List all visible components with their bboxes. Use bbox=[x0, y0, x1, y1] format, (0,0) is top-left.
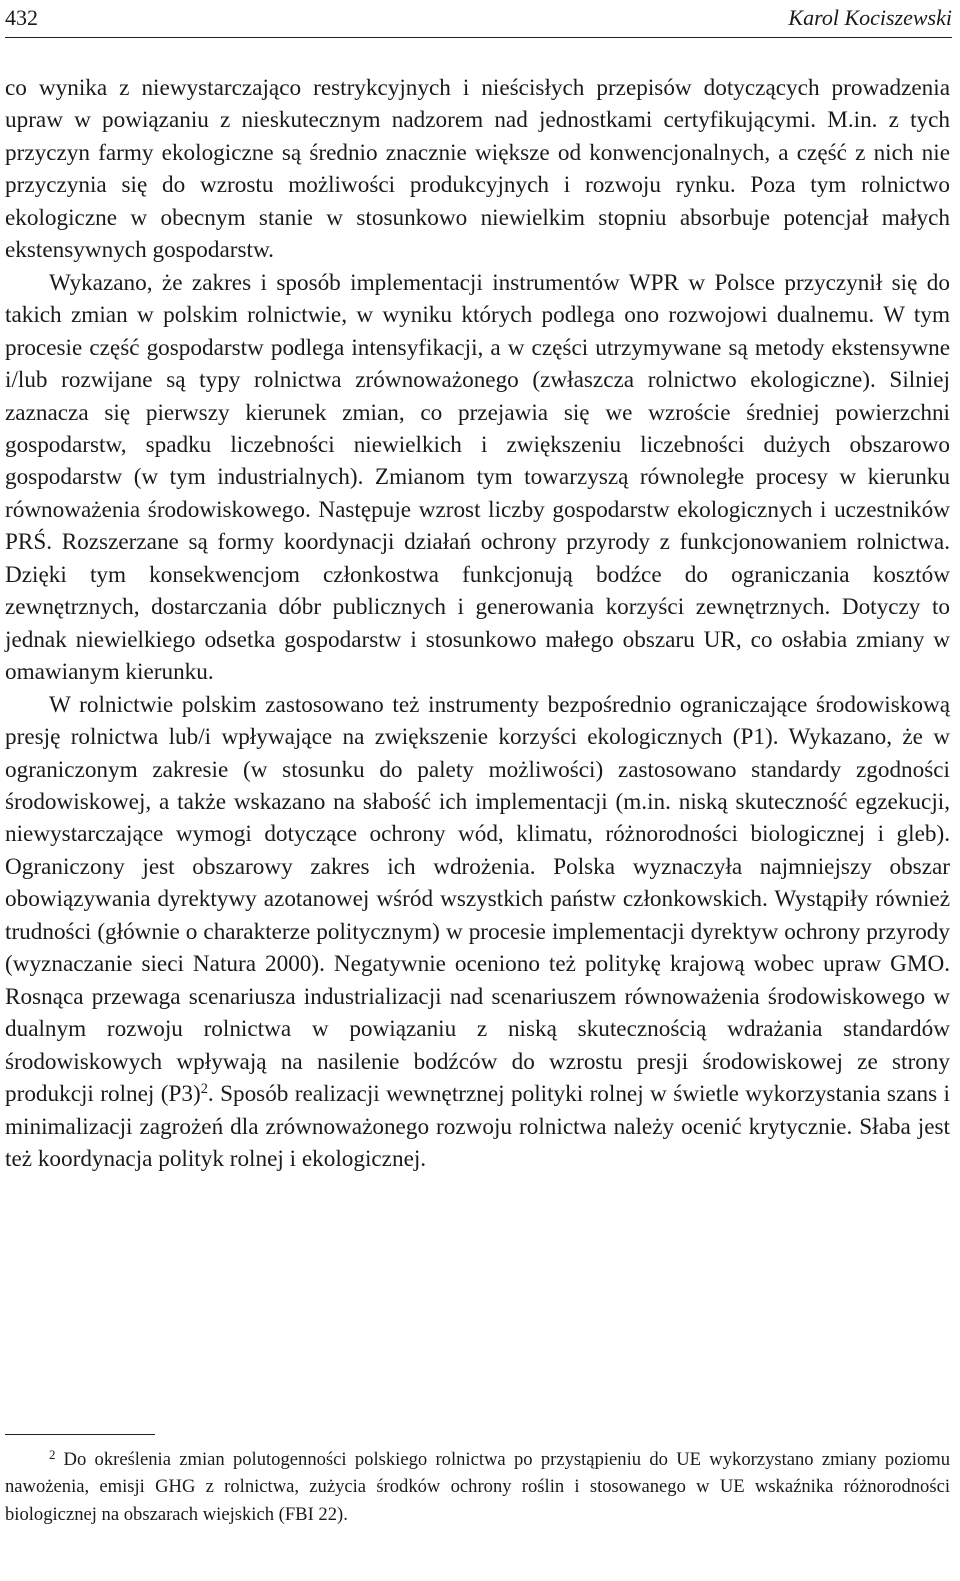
page-header bbox=[5, 0, 952, 36]
footnote-rule bbox=[5, 1434, 155, 1435]
running-head-author: Karol Kociszewski bbox=[788, 5, 952, 30]
footnote bbox=[5, 1446, 950, 1528]
header-rule bbox=[5, 37, 952, 38]
paragraph-environmental-instruments bbox=[5, 689, 950, 1176]
footnote-number: 2 bbox=[49, 1446, 56, 1462]
body-text bbox=[5, 72, 950, 1175]
paragraph-wpr-implementation: Wykazano, że zakres i sposób implementacji instrumentów WPR w Polsce przyczynił się do takich zmian w polskim rolnictwie, w wyniku których podlega ono rozwojowi dualnemu. W tym procesie część gospodarstw podlega intensyfikacji, a w części utrzymywane są metody ekstensywne i/lub rozwijane są typy rolnictwa zrównoważonego (zwłaszcza rolnictwo ekologiczne). Silniej zaznacza się pierwszy kierunek zmian, co przejawia się we wzroście średniej powierzchni gospodarstw, spadku liczebności niewielkich i zwiększeniu liczebności dużych obszarowo gospodarstw (w tym industrialnych). Zmianom tym towarzyszą równoległe procesy w kierunku równoważenia środowiskowego. Następuje wzrost liczby gospodarstw ekologicznych i uczestników PRŚ. Rozszerzane są formy koordynacji działań ochrony przyrody z funkcjonowaniem rolnictwa. Dzięki tym konsekwencjom członkostwa funkcjonują bodźce do ograniczania kosztów zewnętrznych, dostarczania dóbr publicznych i generowania korzyści zewnętrznych. Dotyczy to jednak niewielkiego odsetka gospodarstw i stosunkowo małego obszaru UR, co osłabia zmiany w omawianym kierunku. bbox=[5, 269, 950, 686]
paragraph-text-part-1: W rolnictwie polskim zastosowano też instrumenty bezpośrednio ograniczające środowiskową presję rolnictwa lub/i wpływające na zwiększenie korzyści ekologicznych (P1). Wykazano, że w ograniczonym zakresie (w stosunku do palety możliwości) zastosowano standardy zgodności środowiskowej, a także wskazano na słabość ich implementacji (m.in. niską skuteczność egzekucji, niewystarczające wymogi dotyczące ochrony wód, klimatu, różnorodności biologicznej i gleb). Ograniczony jest obszarowy zakres ich wdrożenia. Polska wyznaczyła najmniejszy obszar obowiązywania dyrektywy azotanowej wśród wszystkich państw członkowskich. Wystąpiły również trudności (głównie o charakterze politycznym) w procesie implementacji dyrektyw ochrony przyrody (wyznaczanie sieci Natura 2000). Negatywnie oceniono też politykę krajową wobec upraw GMO. Rosnąca przewaga scenariusza industrializacji nad scenariuszem równoważenia środowiskowego w dualnym rozwoju rolnictwa w powiązaniu z niską skutecznością wdrażania standardów środowiskowych wpływają na nasilenie bodźców do wzrostu presji środowiskowej ze strony produkcji rolnej (P3) bbox=[5, 691, 950, 1108]
paragraph-continuation: co wynika z niewystarczająco restrykcyjnych i nieścisłych przepisów dotyczących prowadzenia upraw w powiązaniu z nieskutecznym nadzorem nad jednostkami certyfikującymi. M.in. z tych przyczyn farmy ekologiczne są średnio znacznie większe od konwencjonalnych, a część z nich nie przyczynia się do wzrostu możliwości produkcyjnych i rozwoju rynku. Poza tym rolnictwo ekologiczne w obecnym stanie w stosunkowo niewielkim stopniu absorbuje potencjał małych ekstensywnych gospodarstw. bbox=[5, 75, 950, 264]
footnote-text: Do określenia zmian polutogenności polskiego rolnictwa po przystąpieniu do UE wykorzystano zmiany poziomu nawożenia, emisji GHG z rolnictwa, zużycia środków ochrony roślin i stosowanego w UE wskaźnika różnorodności biologicznej na obszarach wiejskich (FBI 22). bbox=[5, 1449, 950, 1525]
footnotes bbox=[5, 1446, 950, 1528]
footnote-reference: 2 bbox=[200, 1081, 208, 1098]
page-number: 432 bbox=[5, 5, 38, 30]
paragraph-text-part-2: . Sposób realizacji wewnętrznej polityki rolnej w świetle wykorzystania szans i minimalizacji zagrożeń dla zrównoważonego rozwoju rolnictwa należy ocenić krytycznie. Słaba jest też koordynacja polityk rolnej i ekologicznej. bbox=[5, 1081, 950, 1172]
